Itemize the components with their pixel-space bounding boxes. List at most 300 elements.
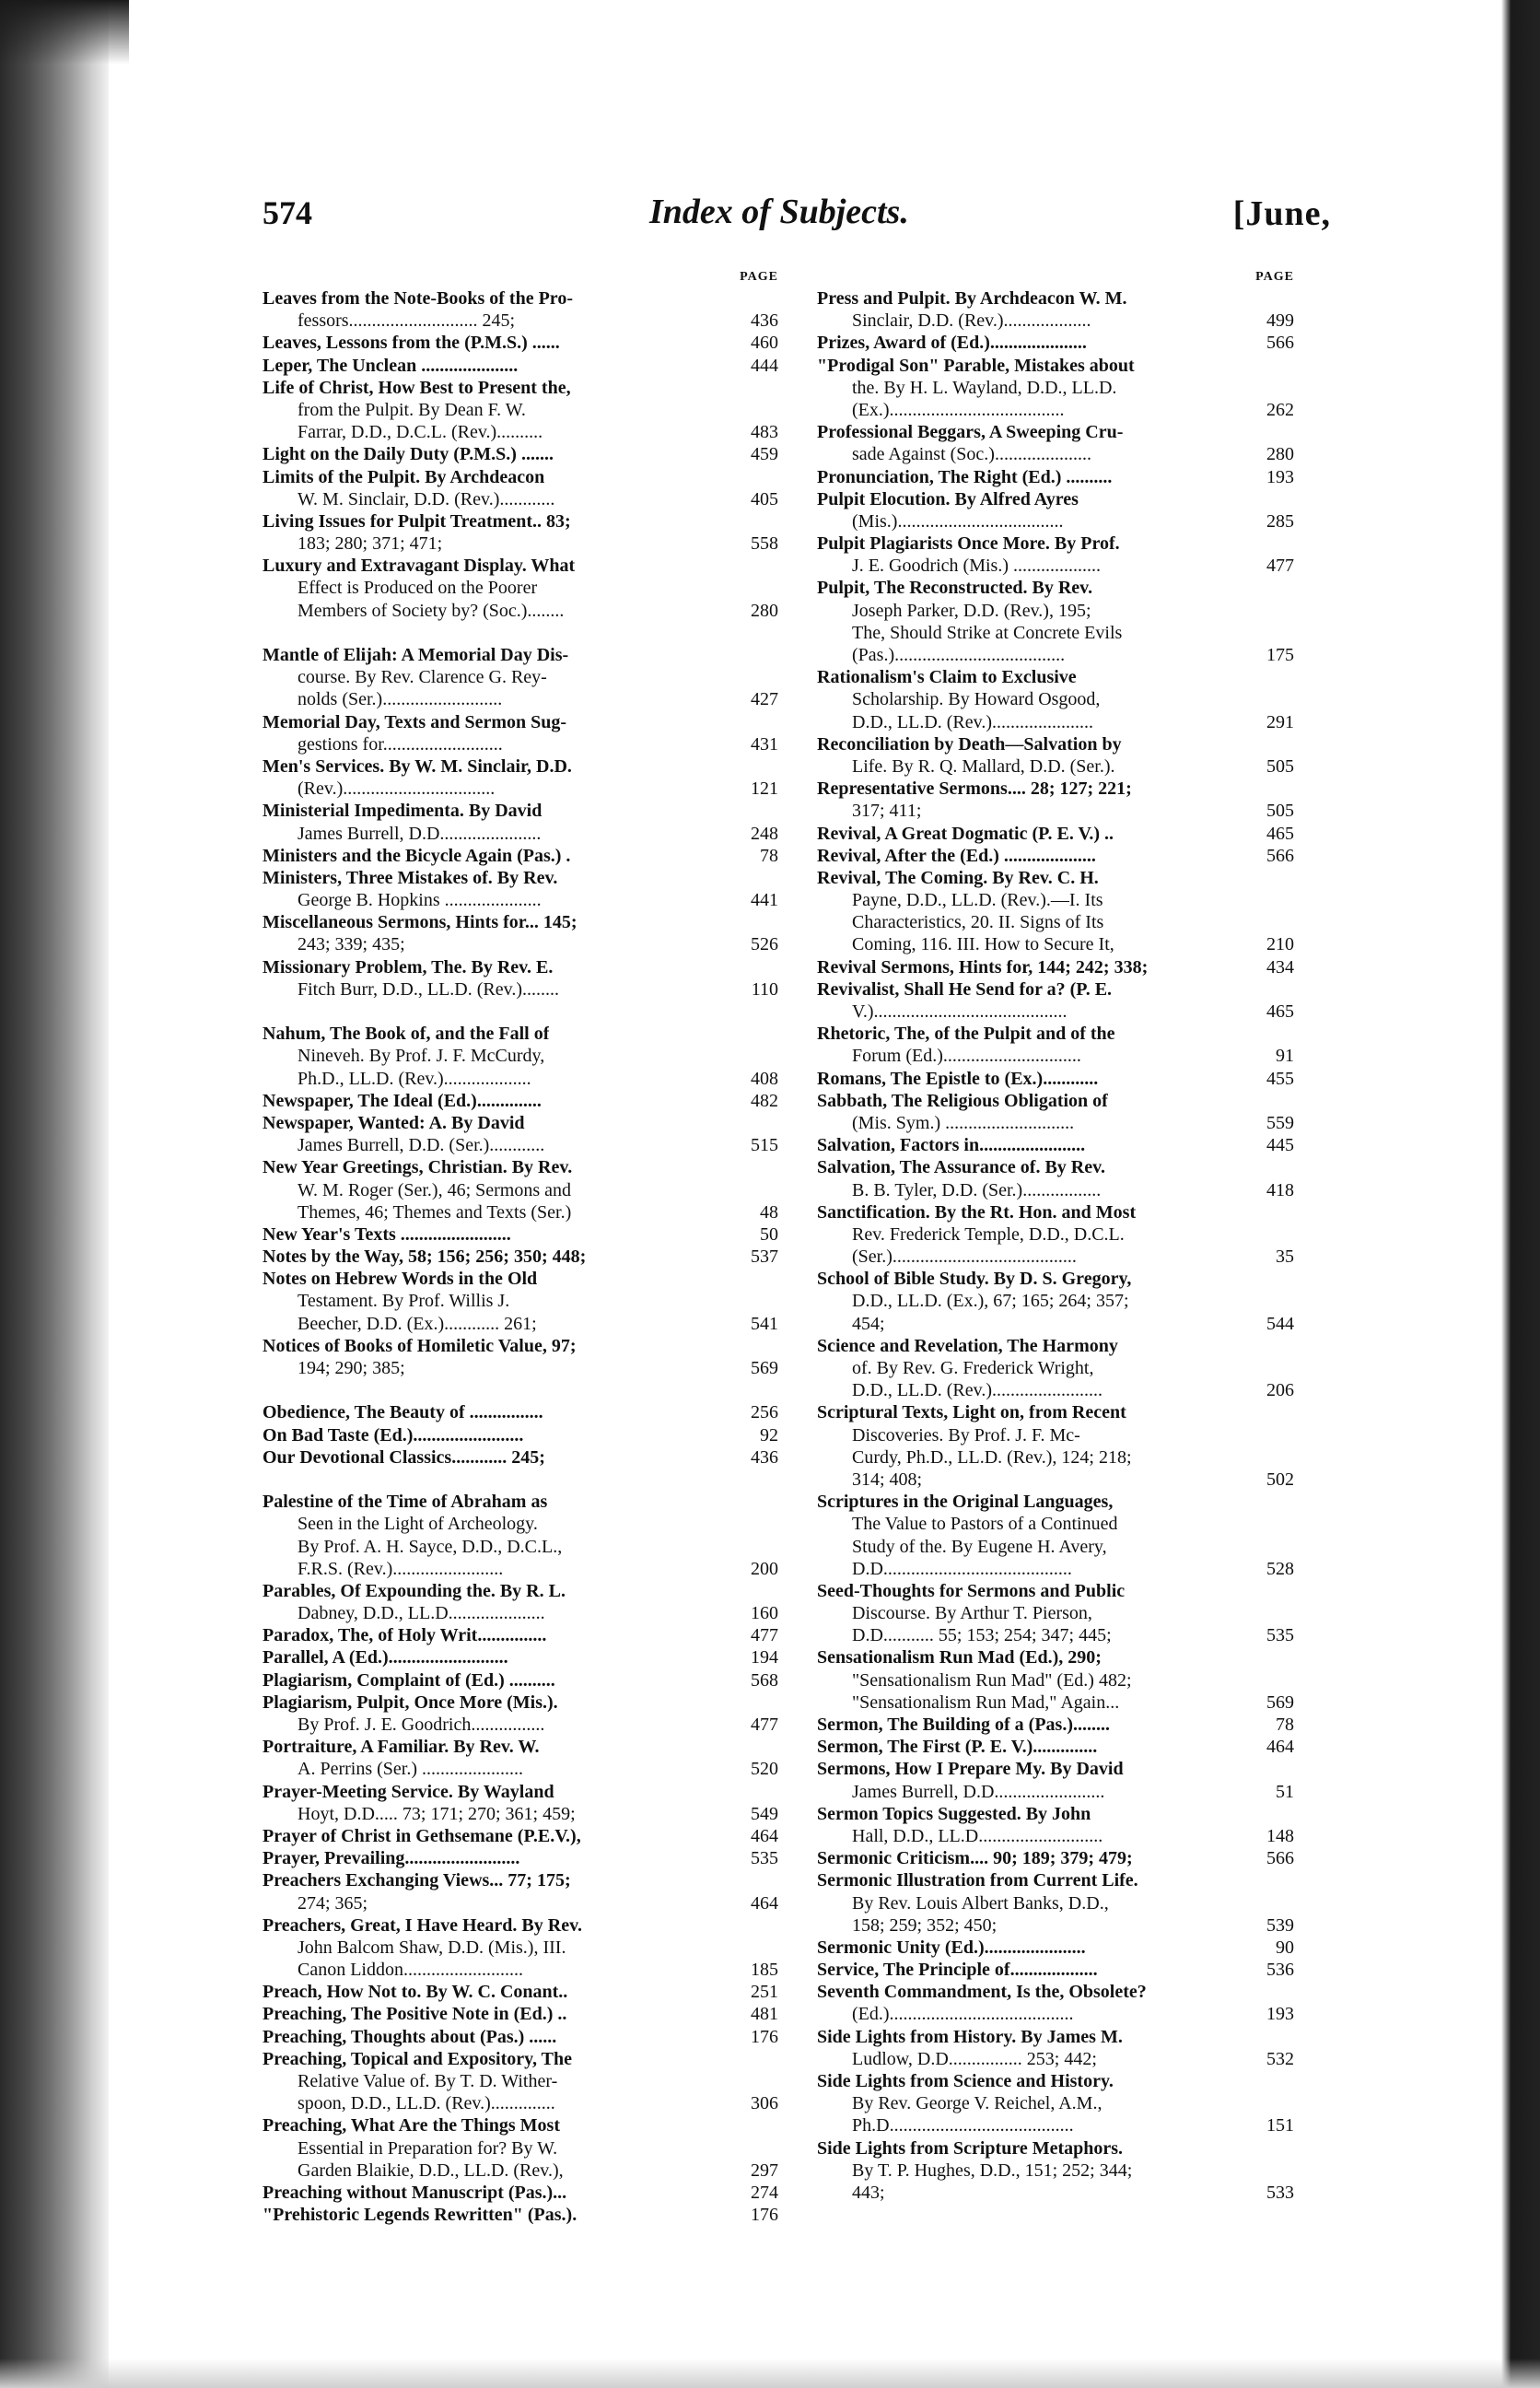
entry-heading-line	[262, 2204, 778, 2226]
entry-page-ref: 285	[1266, 510, 1294, 532]
entry-page-ref: 408	[751, 1068, 778, 1089]
entry-continuation-line	[817, 1602, 1294, 1624]
index-entry	[817, 1401, 1294, 1491]
entry-spacer	[566, 1580, 738, 1602]
entry-page-ref	[1254, 2026, 1294, 2048]
entry-page-ref: 91	[1276, 1046, 1294, 1067]
entry-heading-line	[262, 1491, 778, 1513]
entry-continuation-line	[817, 2114, 1294, 2136]
entry-page-ref	[1254, 2070, 1294, 2092]
entry-heading-line	[262, 1156, 778, 1178]
entry-heading-line	[817, 1268, 1294, 1290]
entry-continuation-line	[262, 823, 778, 845]
entry-page-ref	[738, 1736, 778, 1758]
entry-heading-line	[262, 1112, 778, 1134]
entry-text: Living Issues for Pulpit Treatment.. 83;	[262, 510, 571, 532]
entry-spacer	[1110, 1714, 1254, 1736]
entry-text: Seen in the Light of Archeology.	[298, 1514, 538, 1535]
entry-page-ref	[1254, 1401, 1294, 1423]
entry-spacer	[1123, 2026, 1254, 2048]
entry-continuation-line	[262, 889, 778, 911]
entry-continuation-line	[262, 1290, 778, 1312]
entry-continuation-line	[817, 711, 1294, 733]
entry-spacer	[526, 399, 738, 421]
entry-page-ref: 482	[751, 1090, 778, 1111]
entry-heading-line	[262, 845, 778, 867]
entry-heading-line	[817, 1023, 1294, 1045]
entry-text: Rev. Frederick Temple, D.D., D.C.L.	[852, 1223, 1125, 1245]
entry-text: fessors............................ 245;	[298, 310, 516, 332]
entry-continuation-line	[817, 1669, 1294, 1692]
entry-page-ref: 434	[1266, 956, 1294, 977]
entry-page-ref	[1254, 978, 1294, 1001]
entry-heading-line	[262, 2182, 778, 2204]
entry-spacer	[1109, 1892, 1254, 1914]
entry-heading-line	[262, 1246, 778, 1268]
entry-spacer	[1102, 1825, 1254, 1847]
index-entry	[817, 1023, 1294, 1067]
entry-page-ref	[1254, 688, 1294, 710]
entry-text: Service, The Principle of...................	[817, 1960, 1098, 1981]
bottom-edge-shadow	[0, 2359, 1540, 2388]
entry-page-ref	[1254, 600, 1294, 622]
entry-page-ref	[738, 1491, 778, 1513]
index-entry	[817, 1201, 1294, 1269]
page-number: 574	[262, 194, 312, 231]
letter-section-gap	[262, 1469, 778, 1491]
entry-text: Portraiture, A Familiar. By Rev. W.	[262, 1737, 540, 1758]
entry-text: 314; 408;	[852, 1469, 923, 1490]
entry-text: Palestine of the Time of Abraham as	[262, 1492, 548, 1513]
entry-heading-line	[262, 711, 778, 733]
entry-page-ref	[738, 644, 778, 666]
entry-continuation-line	[817, 1558, 1294, 1580]
entry-spacer	[544, 1045, 738, 1067]
entry-text: Press and Pulpit. By Archdeacon W. M.	[817, 288, 1127, 309]
entry-page-ref: 532	[1266, 2048, 1294, 2069]
entry-text: D.D., LL.D. (Rev.)......................	[852, 711, 1094, 732]
entry-text: "Sensationalism Run Mad," Again...	[852, 1692, 1120, 1713]
entry-text: Ministerial Impedimenta. By David	[262, 801, 542, 822]
index-entry	[262, 845, 778, 867]
entry-spacer	[542, 1090, 738, 1112]
entry-heading-line	[817, 823, 1294, 845]
entry-text: 274; 365;	[298, 1892, 368, 1914]
entry-page-ref: 477	[1266, 556, 1294, 577]
entry-continuation-line	[262, 1959, 778, 1981]
entry-spacer	[573, 287, 738, 310]
entry-spacer	[1125, 1223, 1254, 1246]
entry-page-ref: 566	[1266, 333, 1294, 354]
entry-page-ref	[1254, 1491, 1294, 1513]
entry-continuation-line	[262, 978, 778, 1001]
entry-page-ref: 248	[751, 823, 778, 844]
index-entry	[817, 2070, 1294, 2137]
entry-continuation-line	[817, 1313, 1294, 1335]
entry-spacer	[1092, 577, 1254, 599]
entry-page-ref	[1254, 577, 1294, 599]
entry-spacer	[523, 1959, 738, 1981]
entry-text: Salvation, Factors in.......................	[817, 1135, 1086, 1156]
entry-heading-line	[262, 1424, 778, 1446]
entry-page-ref	[1254, 377, 1294, 399]
entry-spacer	[557, 2137, 738, 2160]
entry-page-ref: 533	[1266, 2182, 1294, 2203]
entry-spacer	[540, 1736, 738, 1758]
running-head	[262, 193, 1331, 249]
entry-text: George B. Hopkins .....................	[298, 890, 542, 911]
entry-page-ref: 121	[751, 778, 778, 800]
entry-text: Scriptures in the Original Languages,	[817, 1492, 1114, 1513]
entry-continuation-line	[817, 1357, 1294, 1379]
index-entry	[817, 1068, 1294, 1090]
entry-spacer	[1101, 1179, 1254, 1201]
entry-page-ref: 176	[751, 2205, 778, 2226]
entry-continuation-line	[817, 555, 1294, 577]
entry-page-ref	[1254, 533, 1294, 555]
index-entry	[817, 577, 1294, 666]
entry-page-ref	[1254, 778, 1294, 800]
entry-text: Revivalist, Shall He Send for a? (P. E.	[817, 978, 1113, 1000]
entry-page-ref	[1254, 666, 1294, 688]
entry-continuation-line	[817, 1446, 1294, 1469]
entry-spacer	[571, 377, 738, 399]
entry-heading-line	[817, 488, 1294, 510]
entry-text: Leaves from the Note-Books of the Pro-	[262, 288, 573, 309]
entry-spacer	[1131, 1268, 1254, 1290]
entry-spacer	[1092, 1602, 1254, 1624]
entry-continuation-line	[262, 1892, 778, 1914]
entry-page-ref: 477	[751, 1715, 778, 1735]
entry-continuation-line	[262, 1602, 778, 1624]
entry-text: Preaching without Manuscript (Pas.)...	[262, 2182, 567, 2203]
entry-text: 243; 339; 435;	[298, 934, 405, 955]
entry-text: 194; 290; 385;	[298, 1358, 405, 1378]
entry-spacer	[1102, 1646, 1254, 1668]
entry-page-ref	[738, 377, 778, 399]
entry-page-ref: 200	[751, 1558, 778, 1579]
entry-text: Revival, A Great Dogmatic (P. E. V.) ..	[817, 823, 1114, 844]
entry-text: New Year Greetings, Christian. By Rev.	[262, 1157, 573, 1178]
entry-page-ref	[738, 1179, 778, 1201]
entry-spacer	[571, 1869, 738, 1891]
entry-page-ref	[738, 666, 778, 688]
entry-spacer	[368, 1892, 738, 1914]
entry-heading-line	[817, 577, 1294, 599]
entry-heading-line	[262, 1090, 778, 1112]
entry-text: Side Lights from History. By James M.	[817, 2026, 1123, 2047]
entry-spacer	[1063, 510, 1254, 533]
entry-continuation-line	[817, 755, 1294, 778]
entry-heading-line	[817, 1068, 1294, 1090]
entry-spacer	[558, 1692, 738, 1714]
entry-heading-line	[262, 1335, 778, 1357]
entry-spacer	[1114, 933, 1254, 955]
entry-text: Preachers Exchanging Views... 77; 175;	[262, 1870, 571, 1891]
entry-page-ref	[1254, 1646, 1294, 1668]
entry-continuation-line	[262, 2092, 778, 2114]
entry-heading-line	[262, 377, 778, 399]
entry-spacer	[572, 1156, 738, 1178]
entry-continuation-line	[817, 1379, 1294, 1401]
entry-spacer	[586, 1246, 738, 1268]
entry-continuation-line	[817, 911, 1294, 933]
entry-text: School of Bible Study. By D. S. Gregory,	[817, 1269, 1132, 1290]
entry-spacer	[577, 2204, 738, 2226]
entry-heading-line	[262, 1981, 778, 2003]
letter-section-gap	[262, 1379, 778, 1401]
entry-spacer	[442, 533, 738, 555]
entry-text: Notes on Hebrew Words in the Old	[262, 1269, 538, 1290]
entry-page-ref: 110	[751, 978, 778, 1000]
entry-continuation-line	[817, 1825, 1294, 1847]
entry-continuation-line	[817, 2048, 1294, 2070]
index-entry	[262, 1869, 778, 1914]
entry-spacer	[1068, 1001, 1254, 1023]
entry-page-ref: 185	[751, 1960, 778, 1981]
entry-heading-line	[817, 1959, 1294, 1981]
index-column-right	[817, 267, 1294, 2204]
index-entry	[262, 1847, 778, 1869]
entry-spacer	[1098, 1959, 1254, 1981]
entry-text: D.D.........................................	[852, 1558, 1072, 1579]
entry-page-ref	[738, 1513, 778, 1535]
entry-page-ref	[738, 1290, 778, 1312]
entry-continuation-line	[817, 2160, 1294, 2182]
entry-continuation-line	[817, 1045, 1294, 1067]
entry-spacer	[1079, 488, 1254, 510]
entry-text: Light on the Daily Duty (P.M.S.) .......	[262, 444, 554, 465]
entry-continuation-line	[817, 1914, 1294, 1937]
entry-text: Rhetoric, The, of the Pulpit and of the	[817, 1024, 1115, 1045]
entry-spacer	[1065, 399, 1254, 421]
entry-page-ref	[1254, 1090, 1294, 1112]
entry-spacer	[1132, 1669, 1254, 1692]
entry-text: the. By H. L. Wayland, D.D., LL.D.	[852, 377, 1117, 398]
index-entry	[262, 956, 778, 1001]
entry-spacer	[547, 1491, 738, 1513]
entry-page-ref: 464	[1266, 1737, 1294, 1758]
entry-heading-line	[262, 1446, 778, 1469]
index-entry	[262, 2026, 778, 2048]
entry-heading-line	[262, 2114, 778, 2136]
entry-spacer	[568, 644, 738, 666]
entry-text: (Rev.).................................	[298, 778, 496, 800]
entry-text: Notices of Books of Homiletic Value, 97;	[262, 1335, 577, 1356]
entry-text: Nahum, The Book of, and the Fall of	[262, 1024, 550, 1045]
entry-heading-line	[817, 2137, 1294, 2160]
entry-text: Plagiarism, Pulpit, Once More (Mis.).	[262, 1692, 558, 1713]
entry-spacer	[531, 1068, 738, 1090]
entry-continuation-line	[817, 1781, 1294, 1803]
entry-heading-line	[817, 978, 1294, 1001]
entry-page-ref	[1254, 1803, 1294, 1825]
entry-text: Side Lights from Science and History.	[817, 2071, 1114, 2091]
entry-text: W. M. Sinclair, D.D. (Rev.)............	[298, 488, 555, 509]
entry-text: Sermonic Illustration from Current Life.	[817, 1870, 1138, 1891]
entry-text: (Mis.)....................................	[852, 510, 1064, 532]
entry-text: Essential in Preparation for? By W.	[298, 2137, 558, 2159]
entry-spacer	[1093, 1357, 1254, 1379]
entry-page-ref: 569	[1266, 1692, 1294, 1713]
entry-continuation-line	[817, 1223, 1294, 1246]
entry-page-ref: 541	[751, 1313, 778, 1334]
entry-text: On Bad Taste (Ed.)........................	[262, 1424, 524, 1446]
entry-spacer	[508, 1646, 738, 1668]
entry-heading-line	[262, 555, 778, 577]
entry-page-ref	[1254, 1424, 1294, 1446]
entry-page-ref	[738, 911, 778, 933]
entry-text: Mantle of Elijah: A Memorial Day Dis-	[262, 645, 569, 665]
index-entry	[817, 2026, 1294, 2070]
entry-page-ref	[1254, 1869, 1294, 1891]
index-entry	[817, 1268, 1294, 1335]
index-entry	[817, 533, 1294, 577]
entry-page-ref	[738, 1580, 778, 1602]
entry-heading-line	[817, 1156, 1294, 1178]
entry-continuation-line	[262, 1357, 778, 1379]
entry-heading-line	[817, 956, 1294, 978]
entry-spacer	[577, 1335, 738, 1357]
entry-spacer	[538, 1513, 738, 1535]
entry-heading-line	[262, 800, 778, 822]
index-entry	[262, 1335, 778, 1379]
index-entry	[262, 644, 778, 711]
entry-spacer	[503, 733, 738, 755]
entry-spacer	[885, 2182, 1254, 2204]
entry-page-ref	[1254, 1357, 1294, 1379]
entry-continuation-line	[262, 600, 778, 622]
entry-spacer	[556, 2026, 738, 2048]
entry-text: Preach, How Not to. By W. C. Conant..	[262, 1982, 568, 2003]
entry-spacer	[1085, 1134, 1254, 1156]
entry-page-ref	[1254, 1335, 1294, 1357]
entry-continuation-line	[262, 1045, 778, 1067]
entry-page-ref: 566	[1266, 1848, 1294, 1869]
entry-text: Ludlow, D.D................ 253; 442;	[852, 2048, 1097, 2069]
entry-text: Newspaper, The Ideal (Ed.)..............	[262, 1090, 542, 1111]
entry-page-ref	[1254, 733, 1294, 755]
entry-spacer	[537, 1313, 738, 1335]
entry-page-ref	[738, 1781, 778, 1803]
index-entry	[262, 332, 778, 354]
entry-text: John Balcom Shaw, D.D. (Mis.), III.	[298, 1937, 566, 1958]
entry-text: Preaching, The Positive Note in (Ed.) ..	[262, 2004, 567, 2025]
entry-heading-line	[817, 1803, 1294, 1825]
entry-spacer	[1122, 622, 1254, 644]
entry-heading-line	[817, 1201, 1294, 1223]
entry-text: Members of Society by? (Soc.)........	[298, 600, 565, 621]
entry-page-ref	[738, 1112, 778, 1134]
entry-text: Forum (Ed.)..............................	[852, 1046, 1081, 1067]
entry-spacer	[566, 711, 738, 733]
entry-spacer	[1120, 533, 1254, 555]
entry-heading-line	[262, 755, 778, 778]
index-entry	[817, 1156, 1294, 1200]
entry-page-ref	[738, 1268, 778, 1290]
entry-text: Parallel, A (Ed.)..........................	[262, 1647, 508, 1668]
entry-heading-line	[262, 1223, 778, 1246]
entry-spacer	[546, 1624, 738, 1646]
entry-heading-line	[817, 778, 1294, 800]
entry-spacer	[1122, 733, 1254, 755]
entry-spacer	[1087, 332, 1254, 354]
entry-continuation-line	[262, 1134, 778, 1156]
entry-spacer	[575, 555, 738, 577]
entry-page-ref: 35	[1276, 1247, 1294, 1268]
entry-page-ref: 558	[751, 533, 778, 555]
entry-spacer	[1091, 443, 1254, 465]
entry-page-ref: 502	[1266, 1469, 1294, 1490]
entry-text: Relative Value of. By T. D. Wither-	[298, 2071, 558, 2091]
entry-text: James Burrell, D.D........................	[852, 1781, 1105, 1802]
index-entry	[817, 1580, 1294, 1647]
index-entry	[817, 1134, 1294, 1156]
entry-page-ref: 193	[1266, 2004, 1294, 2025]
entry-spacer	[571, 510, 738, 533]
entry-continuation-line	[817, 1001, 1294, 1023]
entry-spacer	[1074, 1112, 1254, 1134]
index-entry	[817, 1736, 1294, 1758]
index-entry	[817, 1959, 1294, 1981]
entry-text: Garden Blaikie, D.D., LL.D. (Rev.),	[298, 2160, 564, 2181]
entry-spacer	[544, 1134, 738, 1156]
entry-page-ref: 256	[751, 1402, 778, 1423]
entry-heading-line	[262, 911, 778, 933]
entry-page-ref	[738, 867, 778, 889]
entry-page-ref: 559	[1266, 1112, 1294, 1133]
entry-spacer	[1113, 1491, 1254, 1513]
entry-spacer	[571, 1179, 738, 1201]
entry-page-ref	[1254, 1981, 1294, 2003]
entry-page-ref	[1254, 1536, 1294, 1558]
entry-spacer	[566, 1937, 738, 1959]
entry-spacer	[554, 488, 738, 510]
index-entry	[817, 287, 1294, 332]
entry-page-ref: 206	[1266, 1380, 1294, 1401]
entry-spacer	[572, 755, 738, 778]
entry-spacer	[543, 1401, 738, 1423]
entry-page-ref	[738, 2114, 778, 2136]
entry-heading-line	[262, 2003, 778, 2025]
entry-page-ref: 455	[1266, 1068, 1294, 1089]
entry-text: Prizes, Award of (Ed.).....................	[817, 333, 1087, 354]
entry-heading-line	[817, 1646, 1294, 1668]
entry-spacer	[1124, 1758, 1254, 1780]
entry-heading-line	[262, 867, 778, 889]
entry-continuation-line	[817, 644, 1294, 666]
entry-page-ref: 483	[751, 422, 778, 443]
entry-spacer	[560, 332, 738, 354]
entry-spacer	[1074, 2114, 1254, 2136]
entry-text: sade Against (Soc.).....................	[852, 444, 1091, 465]
entry-text: W. M. Roger (Ser.), 46; Sermons and	[298, 1179, 572, 1200]
page-edge-shadow	[1501, 0, 1540, 2388]
entry-text: Pronunciation, The Right (Ed.) ..........	[817, 466, 1113, 487]
entry-text: Beecher, D.D. (Ex.)............ 261;	[298, 1313, 537, 1334]
entry-continuation-line	[262, 1536, 778, 1558]
entry-heading-line	[262, 1023, 778, 1045]
entry-page-ref: 465	[1266, 823, 1294, 844]
index-entry	[262, 1223, 778, 1246]
entry-spacer	[1115, 755, 1254, 778]
entry-text: Side Lights from Scripture Metaphors.	[817, 2137, 1124, 2159]
entry-spacer	[1114, 823, 1254, 845]
entry-page-ref: 505	[1266, 801, 1294, 822]
index-entry	[262, 2048, 778, 2115]
entry-page-ref: 274	[751, 2182, 778, 2203]
entry-heading-line	[817, 1758, 1294, 1780]
